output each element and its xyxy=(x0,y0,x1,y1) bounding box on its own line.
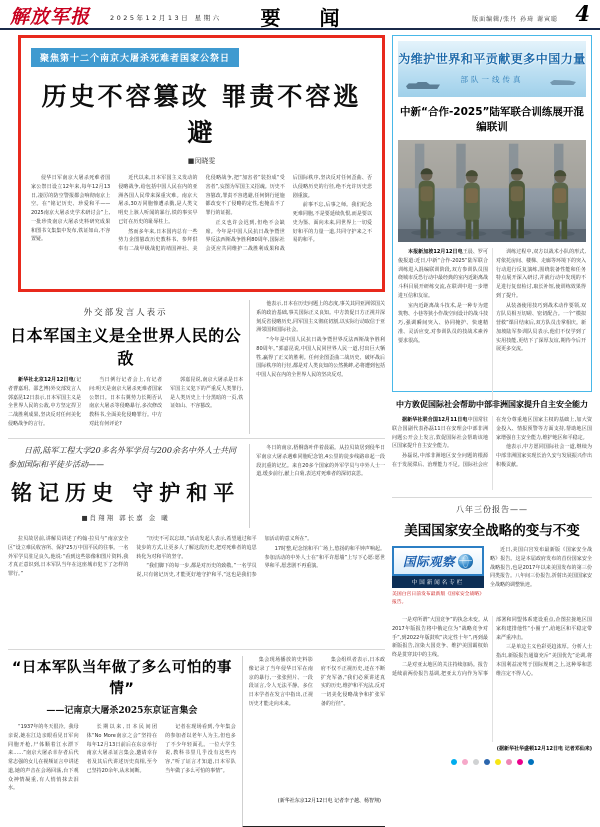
article4-main xyxy=(8,656,242,827)
paragraph: “1937年的冬天很冷。我母亲说,她在江边亲眼看见日军向同胞开枪,尸体顺着江水漂下来……”南京大屠杀幸存者后代常志强的女儿在视频证言中讲述道,她的声音在会场回荡,台下观众神情凝重,有人悄悄抹去泪水。 xyxy=(8,724,79,792)
badge-title: 国际观察 xyxy=(402,554,455,569)
paragraph: 前事不忘,后事之师。我们纪念死难同胞,不是要延续仇恨,而是要以史为鉴、面向未来,同世界上一切爱好和平的力量一道,共同守护来之不易的和平。 xyxy=(292,202,372,244)
article6-body xyxy=(392,416,592,490)
paragraph: 近日,美国白宫发布最新版《国家安全战略》报告。这是本届政府发布的首份国家安全战略报告,也是2017年以来美国发布的第三份同类报告。八年间三份报告,折射出美国国家安全战略的调整轨迹。 xyxy=(490,547,592,588)
date-line: 2025年12月13日 星期六 xyxy=(110,14,222,22)
paragraph: 侵华日军南京大屠杀死难者国家公祭日设立12年来,每年12月13日,凄厉的防空警报都会响彻南京上空。在“铭记历史、珍爱和平——2025南京大屠杀史学术研讨会”上,一批珍贵南京大屠杀史料研究成果和图书文集集中发布,铁证如山,不容置疑。 xyxy=(31,175,111,243)
column-banner xyxy=(398,41,586,97)
paragraph: 正义也许会迟到,但绝不会缺席。今年是中国人民抗日战争暨世界反法西斯战争胜利80周年,国际社会更应共同维护二战胜利成果和战后国际秩序,坚决反对任何歪曲、否认侵略历史的行径,绝不允许历史悲剧重演。 xyxy=(205,175,372,252)
article1-headline: 历史不容篡改 罪责不容逃避 xyxy=(41,82,362,147)
color-dot xyxy=(484,759,490,765)
article7-badge-row xyxy=(392,546,592,610)
joint-training-photo xyxy=(398,140,586,242)
article1-kicker-label: 聚焦第十二个南京大屠杀死难者国家公祭日 xyxy=(31,48,239,67)
paragraph: 训练过程中,双方以战术小队的形式,对依托房间、楼梯、走廊等环境下的突入行动进行反复演练,围绕装备性能和任务特点展开深入研讨,并就行动中发现的不足进行复盘检讨,取长补短,使训练效果得到了提升。 xyxy=(496,249,586,299)
article-joint-training xyxy=(392,35,592,392)
color-dot xyxy=(451,759,457,765)
editors-credit: 版面编辑/张丹 孙琦 谢寅聪 xyxy=(472,16,558,23)
paragraph: 室内近距离战斗技术,是一种专为建筑物、小巷等狭小作战空间设计的战斗技巧,强调瞬间突入、协同掩护、快速精准、灵活应变,对参训队员的技战术素养要求很高。 xyxy=(398,302,489,344)
color-dot xyxy=(495,759,501,765)
article2-kicker: 外交部发言人表示 xyxy=(83,308,168,318)
article5-body xyxy=(398,248,586,408)
paragraph: 二是对亚太地区的关注持续加码。报告延续前两份报告基调,把亚太方向作为军事部署和同盟体系建设重点,企图拉拢地区国家构建排他性“小圈子”,给地区和平稳定带来严重冲击。 xyxy=(392,617,592,677)
banner-title: 为维护世界和平贡献更多中国力量 xyxy=(398,52,586,66)
paragraph: 新华社北京12月12日电(记者曹嘉玥、邵艺博)外交部发言人郭嘉昆12日表示,日本军国主义是全世界人民的公敌,中方坚定捍卫二战胜利成果,坚决反对任何美化侵略战争的言行。 xyxy=(8,377,82,427)
dateline: 本报新加坡12月12日电 xyxy=(408,249,463,255)
article3-head-block xyxy=(8,444,249,528)
article2-main xyxy=(8,300,249,434)
paragraph: 据新华社联合国12月11日电中国常驻联合国副代表孙磊11日在安理会中部非洲问题公开会上发言,敦促国际社会帮助该地区国家提升自主安全能力。 xyxy=(392,417,488,450)
article-tokyo-testimony xyxy=(8,649,385,827)
color-dot xyxy=(517,759,523,765)
color-dot xyxy=(506,759,512,765)
article4-side-column xyxy=(242,656,385,827)
article-mofa-statement xyxy=(8,300,385,434)
right-column xyxy=(392,35,592,827)
globe-icon xyxy=(458,554,473,569)
article7-photo-caption: 美国白宫日前发布最新版《国家安全战略》报告。 xyxy=(392,592,484,605)
article3-side-column xyxy=(249,444,385,528)
page-header xyxy=(0,0,600,30)
article2-side-column xyxy=(249,300,385,434)
article3-headline: 铭记历史 守护和平 xyxy=(10,481,241,506)
paragraph: 他表示,日本在历史问题上的态度,事关其同亚洲邻国关系的政治基础,事关国际正义良知。中方敦促日方正视并深刻反省侵略历史,同军国主义彻底切割,以实际行动取信于亚洲邻国和国际社会。 xyxy=(256,301,385,334)
paragraph: 17时整,纪念馆和平广场上,悠扬的和平钟声响起。参加活动的中外人士在“和平许愿墙”上写下心愿:愿世界和平,愿悲剧不再重演。 xyxy=(264,545,385,570)
dateline: 新华社北京12月12日电 xyxy=(18,377,74,383)
section-title: 要 闻 xyxy=(260,6,356,30)
page-number: 4 xyxy=(575,1,590,26)
paragraph: 三是单边主义色彩更趋浓厚。分析人士指出,新版报告通篇充斥“美国优先”论调,将本国利益凌驾于国际规则之上,这种零和思维注定不得人心。 xyxy=(496,644,592,677)
article3-byline: ■肖翔翔 郭长嘉 金 曦 xyxy=(81,514,170,523)
page-content xyxy=(0,30,600,827)
intl-observe-badge xyxy=(392,546,484,610)
badge-frame xyxy=(392,546,484,576)
color-dot xyxy=(462,759,468,765)
badge-subtitle-bar: 中国新闻名专栏 xyxy=(392,576,484,588)
paragraph: 然而多年来,日本国内总有一些势力企图篡改历史教科书、参拜供奉有二战甲级战犯的靖国神社、美化侵略战争,把“加害者”装扮成“受害者”,妄图为军国主义招魂。历史不容篡改,罪责不容逃避,任何倒行逆施都改变不了侵略的定性,也掩盖不了罪行的证据。 xyxy=(118,175,285,252)
print-color-registration-dots xyxy=(392,759,592,765)
paragraph: 长期以来,日本民间团体“No More南京之会”坚持在每年12月13日前后在东京举行南京大屠杀证言集会,邀请幸存者及其后代讲述历史真相,至今已坚持20余年,从未间断。 xyxy=(86,724,158,774)
article4-body xyxy=(8,723,236,827)
paragraph: 冬日的南京,梧桐落叶伴着晨霜。从拉贝故居到侵华日军南京大屠杀遇难同胞纪念馆,4公里的徒步线路串起一段段沉重的记忆。来自20多个国家的外军学员与中外人士一道,缓步前行,献上白菊,表达对死难者的深切哀思。 xyxy=(256,445,385,478)
color-dot xyxy=(473,759,479,765)
paragraph: 记者在现场看到,今年集会的参加者以老年人为主,但也多了不少年轻面孔。一位大学生说,教科书里几乎没有这些内容,“听了证言才知道,日本军队当年做了多么可怕的事情”。 xyxy=(165,724,236,774)
left-column xyxy=(8,35,385,827)
article7-kicker: 八年三份报告—— xyxy=(456,505,528,514)
article7-signature: (据新华社华盛顿12月12日电 记者邓仙来) xyxy=(496,746,592,752)
paragraph: 近代以来,日本军国主义发动的侵略战争,给包括中国人民在内的亚洲各国人民带来深重灾难。南京大屠杀,30万同胞惨遭杀戮,是人类文明史上骇人听闻的暴行,铁的事实早已钉在历史的耻辱柱上。 xyxy=(118,175,198,225)
masthead-logo: 解放军报 xyxy=(10,6,91,28)
paragraph: 集会现场播放的史料影像记录了当年侵华日军在南京的暴行,一张张照片、一段段证言,令人无法平静。多位日本学者在发言中指出,正视历史才能走向未来。 xyxy=(248,657,313,707)
paragraph: 孙磊说,中部非洲地区安全问题的根源在于发展滞后、治理能力不足。国际社会应在充分尊重地区国家主权的基础上,加大资金投入、情报预警等方面支持,帮助地区国家增强自主安全能力,维护地区和平稳定。 xyxy=(392,417,592,468)
article-un-statement xyxy=(392,392,592,498)
paragraph: 郭嘉昆说,南京大屠杀是日本军国主义犯下的严重反人类罪行,是人类历史上十分黑暗的一页,铁证如山、不容篡改。 xyxy=(170,377,244,410)
article-us-strategy xyxy=(392,498,592,765)
article7-body xyxy=(392,616,592,742)
paragraph: 集会组织者表示,日本政府不仅不正视历史,还在不断扩充军备,“我们必须讲述真实的历史,维护和平宪法,反对一切美化侵略战争和扩张军备的行径”。 xyxy=(320,657,385,707)
dateline: 据新华社联合国12月11日电 xyxy=(402,417,468,423)
banner-subtitle: 部队一线传真 xyxy=(460,75,524,84)
article3-kicker: 日前,陆军工程大学20多名外军学员与200余名中外人士共同参加国际和平徒步活动—— xyxy=(8,446,236,469)
article3-top xyxy=(8,444,385,528)
article4-side-body xyxy=(249,656,385,794)
article3-body xyxy=(8,535,385,641)
article-peace-walk xyxy=(8,438,385,645)
color-dot xyxy=(528,759,534,765)
article7-headline: 美国国家安全战略的变与不变 xyxy=(404,523,580,539)
paragraph: 拉贝故居前,讲解员讲述了约翰·拉贝与“南京安全区”设立难民收容所、保护25万中国平民的往事。一名外军学员驻足良久,他说:“看到这些影像和图片资料,我才真正意识到,日本军队当年在这座城市犯下了怎样的罪行。” xyxy=(8,536,129,577)
article5-headline: 中新“合作-2025”陆军联合训练展开混编联训 xyxy=(400,106,584,133)
paragraph: 他表示,中方愿同国际社会一道,继续为中部非洲国家实现长治久安与发展振兴作出积极贡献。 xyxy=(496,444,592,468)
paragraph: 一是对所谓“大国竞争”的执念未变。从2017年版报告将中俄定位为“战略竞争对手”,到2022年版鼓吹“决定性十年”,再到最新版报告,渲染大国竞争、维护美国霸权始终是贯穿其中的主线。 xyxy=(392,617,488,658)
paragraph: “我们脚下的每一步,都是对历史的致敬。”一名学员说,只有铭记历史,才能更好地守护和平,“这也是我们参加活动的意义所在”。 xyxy=(136,536,313,578)
article4-headline: “日本军队当年做了多么可怕的事情” xyxy=(11,660,232,697)
article2-headline: 日本军国主义是全世界人民的公敌 xyxy=(10,326,242,368)
article4-subtitle: ——记南京大屠杀2025东京证言集会 xyxy=(46,706,198,716)
paragraph: 从装备使用技巧到战术动作要领,双方队员相互切磋、密切配合。一个“模拟营救”课目结束后,双方队员击掌相庆。新加坡陆军参训队员表示,他们不仅学到了实用技能,更结下了深厚友谊,期待今后开展更多交流。 xyxy=(496,302,586,353)
article4-signature: (新华社东京12月12日电 记者李子越、杨智翔) xyxy=(277,798,381,804)
paragraph: “今年是中国人民抗日战争暨世界反法西斯战争胜利80周年。”郭嘉昆说,中国人民同世界人民一道,付出巨大牺牲,赢得了正义的胜利。任何企图歪曲二战历史、破坏战后国际秩序的行径,都是对人类良知的公然挑衅,必将遭到包括中国人民在内的全世界人民的坚决反对。 xyxy=(256,337,385,378)
article6-headline: 中方敦促国际社会帮助中部非洲国家提升自主安全能力 xyxy=(396,400,588,409)
paragraph: 当日例行记者会上,有记者问:明天是南京大屠杀死难者国家公祭日。日本右翼势力长期否认南京大屠杀等侵略暴行,多次修改教科书,全面美化侵略罪行。中方对此有何评论? xyxy=(89,377,163,427)
article-memorial-day-commentary xyxy=(18,35,385,292)
article1-byline: ■闵晓雯 xyxy=(187,157,216,165)
paragraph: 本报新加坡12月12日电王晨、罗可俊报道:近日,中新“合作-2025”陆军联合训练进入混编联训阶段,双方参训队员围绕城市反恐行动中最经典的室内近距离战斗科目展开研练交流,在联训中进一步增进互信和友谊。 xyxy=(398,249,489,299)
paragraph: “历史不可以忘却。”活动发起人表示,希望通过和平徒步的方式,让更多人了解这段历史,把对死难者的追思转化为对和平的坚守。 xyxy=(136,536,257,560)
article7-intro-column xyxy=(490,546,592,610)
